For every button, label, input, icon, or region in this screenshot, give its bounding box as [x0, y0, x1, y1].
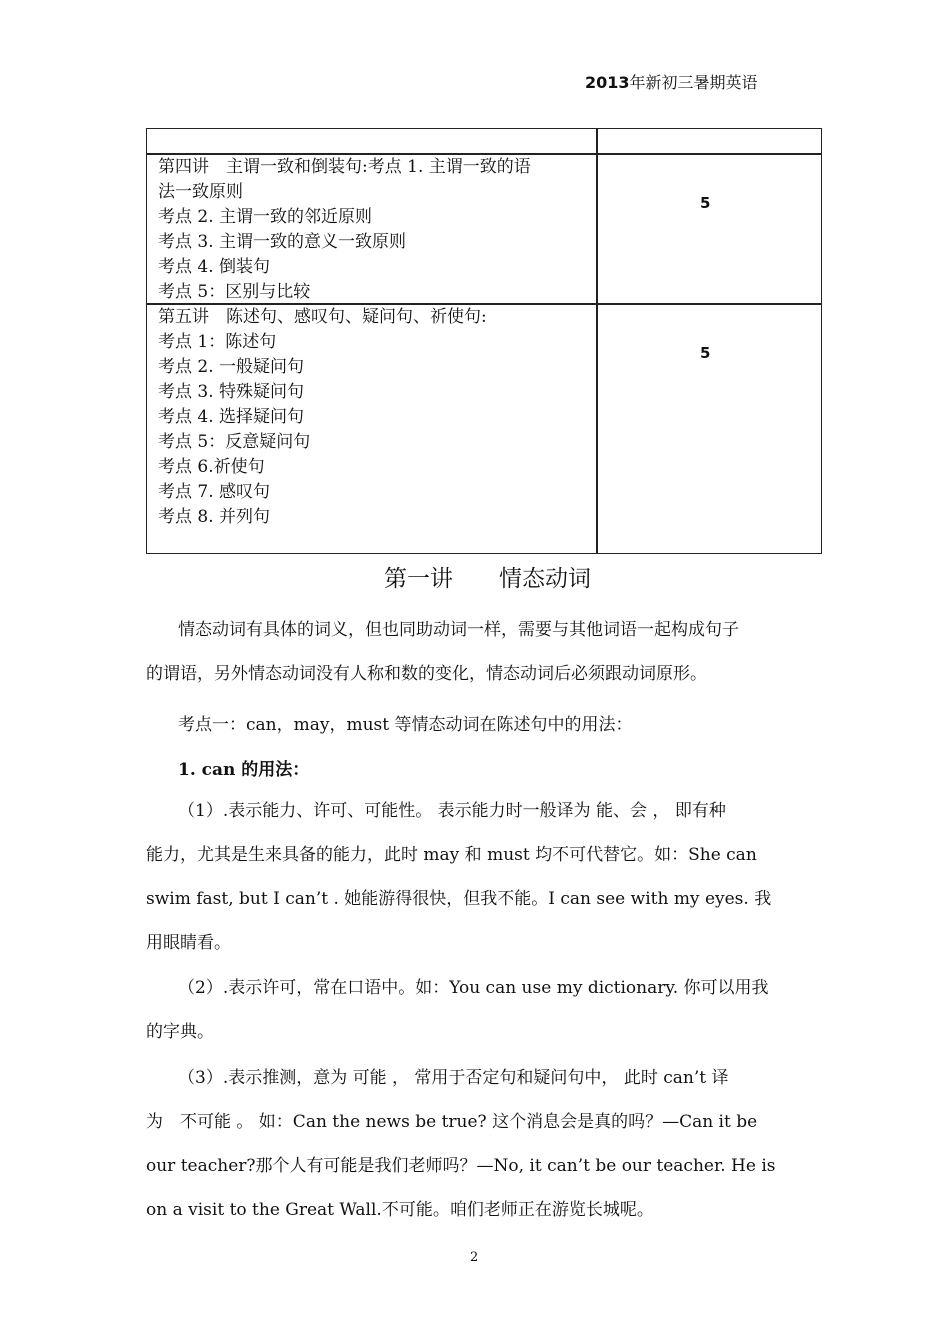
page-number: 2 — [470, 1250, 479, 1265]
table-cell-hours: 5 — [700, 344, 711, 362]
table-cell-line: 考点 6.祈使句 — [158, 457, 265, 477]
header-year: 2013 — [585, 73, 630, 92]
intro-line: 情态动词有具体的词义，但也同助动词一样，需要与其他词语一起构成句子 — [178, 620, 739, 640]
usage-item-1-line: 用眼睛看。 — [146, 933, 231, 953]
table-cell-line: 考点 2. 主谓一致的邻近原则 — [158, 207, 373, 227]
usage-item-2-line: （2）.表示许可，常在口语中。如：You can use my dictionary. 你可以用我 — [178, 978, 769, 998]
usage-item-3-line: 为 不可能 。 如：Can the news be true? 这个消息会是真的吗？—Can it be — [146, 1112, 758, 1132]
usage-item-1-line: 能力，尤其是生来具备的能力，此时 may 和 must 均不可代替它。如：She can — [146, 845, 757, 865]
table-cell-line: 第五讲 陈述句、感叹句、疑问句、祈使句: — [158, 307, 487, 327]
usage-item-3-line: （3）.表示推测，意为 可能 ， 常用于否定句和疑问句中， 此时 can’t 译 — [178, 1068, 729, 1088]
table-cell-line: 考点 8. 并列句 — [158, 507, 271, 527]
point-heading: 考点一：can，may，must 等情态动词在陈述句中的用法： — [178, 715, 633, 735]
table-cell-line: 考点 3. 主谓一致的意义一致原则 — [158, 232, 407, 252]
table-cell-line: 考点 5：反意疑问句 — [158, 432, 311, 452]
table-row-lecture-4 — [158, 155, 531, 305]
table-cell-hours: 5 — [700, 194, 711, 212]
lecture-title: 第一讲 情态动词 — [384, 566, 591, 592]
table-cell-line: 考点 3. 特殊疑问句 — [158, 382, 305, 402]
can-usage-heading: 1. can 的用法： — [178, 760, 310, 780]
table-column-divider — [596, 128, 598, 554]
table-cell-line: 考点 5：区别与比较 — [158, 282, 311, 302]
usage-item-1-line: swim fast, but I can’t . 她能游得很快，但我不能。I can see with my eyes. 我 — [146, 889, 772, 909]
table-row-lecture-5 — [158, 305, 487, 530]
usage-item-2-line: 的字典。 — [146, 1022, 214, 1042]
table-cell-line: 第四讲 主谓一致和倒装句:考点 1. 主谓一致的语 — [158, 157, 531, 177]
table-cell-line: 考点 1：陈述句 — [158, 332, 277, 352]
table-cell-line: 考点 2. 一般疑问句 — [158, 357, 305, 377]
page-header — [585, 70, 758, 93]
table-cell-line: 考点 4. 倒装句 — [158, 257, 271, 277]
table-cell-line: 考点 7. 感叹句 — [158, 482, 271, 502]
usage-item-1-line: （1）.表示能力、许可、可能性。 表示能力时一般译为 能、会 ， 即有种 — [178, 801, 726, 821]
usage-item-3-line: our teacher?那个人有可能是我们老师吗？—No, it can’t be our teacher. He is — [146, 1156, 776, 1176]
intro-line: 的谓语，另外情态动词没有人称和数的变化，情态动词后必须跟动词原形。 — [146, 664, 707, 684]
table-cell-line: 考点 4. 选择疑问句 — [158, 407, 305, 427]
header-title: 年新初三暑期英语 — [629, 73, 758, 92]
usage-item-3-line: on a visit to the Great Wall.不可能。咱们老师正在游览长城呢。 — [146, 1200, 654, 1220]
table-cell-line: 法一致原则 — [158, 182, 243, 202]
